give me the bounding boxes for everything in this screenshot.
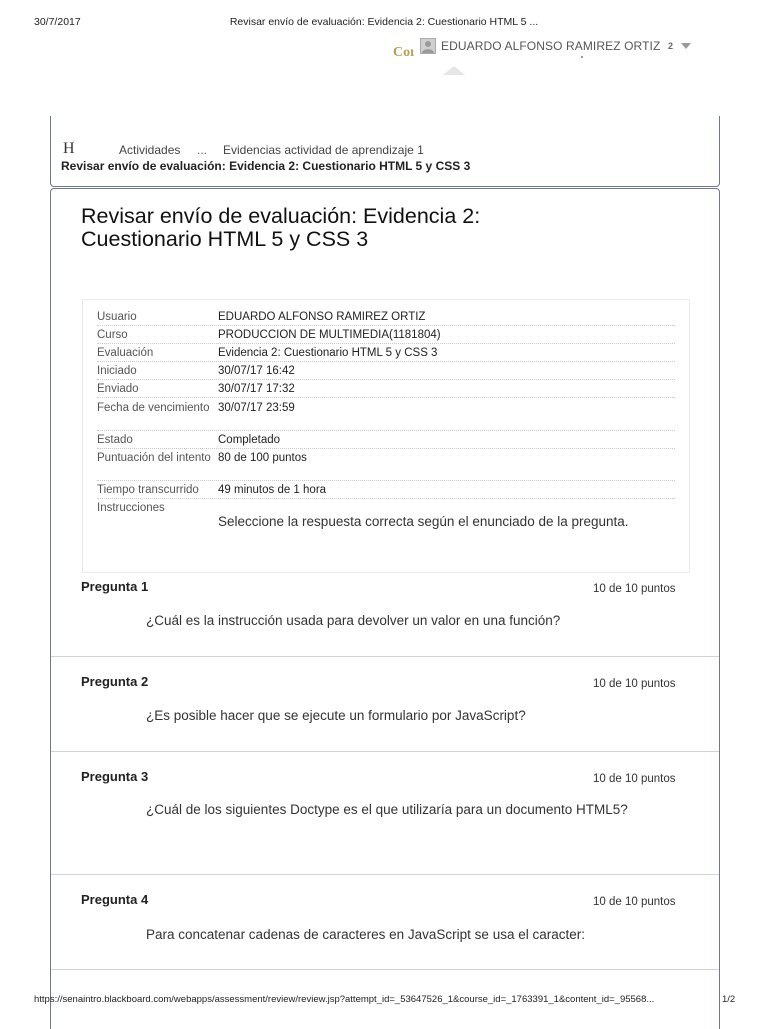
question-divider (51, 874, 719, 875)
details-value: 30/07/17 23:59 (218, 402, 295, 414)
details-value: 30/07/17 16:42 (218, 365, 295, 377)
details-label: Evaluación (97, 347, 154, 359)
details-value: PRODUCCION DE MULTIMEDIA(1181804) (218, 329, 441, 341)
details-row-enviado (97, 382, 675, 398)
print-page-number: 1/2 (722, 994, 736, 1005)
details-row-tiempo (97, 483, 675, 499)
question-points: 10 de 10 puntos (593, 583, 676, 595)
course-abbreviation: Coı (393, 45, 414, 60)
print-document-title: Revisar envío de evaluación: Evidencia 2: Cuestionario HTML 5 ... (229, 16, 539, 28)
details-value: 80 de 100 puntos (218, 452, 307, 464)
details-row-instrucciones (97, 501, 675, 561)
details-label: Usuario (97, 311, 137, 323)
details-value: 49 minutos de 1 hora (218, 484, 327, 496)
menu-pointer-arrow (443, 66, 465, 75)
details-label: Estado (97, 434, 133, 446)
details-label: Enviado (97, 383, 139, 395)
details-row-estado (97, 433, 675, 449)
details-label: Fecha de vencimiento (97, 402, 210, 414)
details-label: Iniciado (97, 365, 137, 377)
chevron-down-icon[interactable] (681, 43, 691, 49)
breadcrumb (50, 116, 720, 187)
question-points: 10 de 10 puntos (593, 678, 676, 690)
print-date: 30/7/2017 (34, 16, 81, 28)
attempt-details-table (82, 299, 690, 573)
details-row-puntuacion (97, 451, 675, 481)
details-value: EDUARDO ALFONSO RAMIREZ ORTIZ (218, 311, 426, 323)
question-text: ¿Cuál de los siguientes Doctype es el que utilizaría para un documento HTML5? (146, 802, 628, 817)
question-divider (51, 969, 719, 970)
question-points: 10 de 10 puntos (593, 773, 676, 785)
details-row-curso (97, 328, 675, 344)
question-title: Pregunta 2 (81, 674, 149, 689)
review-content-panel (50, 188, 720, 1029)
details-value: Completado (218, 434, 281, 446)
details-value: 30/07/17 17:32 (218, 383, 295, 395)
instructions-text: Seleccione la respuesta correcta según el enunciado de la pregunta. (218, 514, 629, 529)
details-label: Curso (97, 329, 128, 341)
question-text: ¿Es posible hacer que se ejecute un formulario por JavaScript? (146, 708, 526, 723)
question-title: Pregunta 4 (81, 892, 149, 907)
separator-dot (581, 56, 583, 58)
details-row-iniciado (97, 364, 675, 380)
question-divider (51, 656, 719, 657)
breadcrumb-ellipsis[interactable]: ... (197, 143, 208, 157)
print-url: https://senaintro.blackboard.com/webapps/assessment/review/review.jsp?attempt_id=_53647526_1&course_id=_1763391_1&content_id=_95568... (34, 994, 655, 1005)
user-avatar-icon[interactable] (420, 38, 436, 54)
question-title: Pregunta 3 (81, 769, 149, 784)
details-row-fecha-vencimiento (97, 401, 675, 431)
top-user-bar (0, 36, 768, 76)
page-title: Revisar envío de evaluación: Evidencia 2: Cuestionario HTML 5 y CSS 3 (81, 204, 481, 251)
breadcrumb-item-evidencias[interactable]: Evidencias actividad de aprendizaje 1 (223, 143, 424, 157)
details-row-evaluacion (97, 346, 675, 362)
question-text: Para concatenar cadenas de caracteres en JavaScript se usa el caracter: (146, 927, 585, 942)
details-label: Instrucciones (97, 502, 165, 514)
breadcrumb-item-actividades[interactable]: Actividades (119, 143, 181, 157)
user-menu-name[interactable]: EDUARDO ALFONSO RAMIREZ ORTIZ (441, 39, 661, 53)
notification-count-badge[interactable]: 2 (668, 41, 674, 51)
question-text: ¿Cuál es la instrucción usada para devolver un valor en una función? (146, 613, 561, 628)
details-label: Puntuación del intento (97, 452, 211, 464)
details-value: Evidencia 2: Cuestionario HTML 5 y CSS 3 (218, 347, 438, 359)
details-label: Tiempo transcurrido (97, 484, 199, 496)
question-points: 10 de 10 puntos (593, 896, 676, 908)
question-divider (51, 751, 719, 752)
details-row-usuario (97, 310, 675, 326)
breadcrumb-current-page: Revisar envío de evaluación: Evidencia 2: Cuestionario HTML 5 y CSS 3 (61, 159, 471, 173)
home-icon[interactable]: H (63, 140, 75, 157)
question-title: Pregunta 1 (81, 579, 149, 594)
